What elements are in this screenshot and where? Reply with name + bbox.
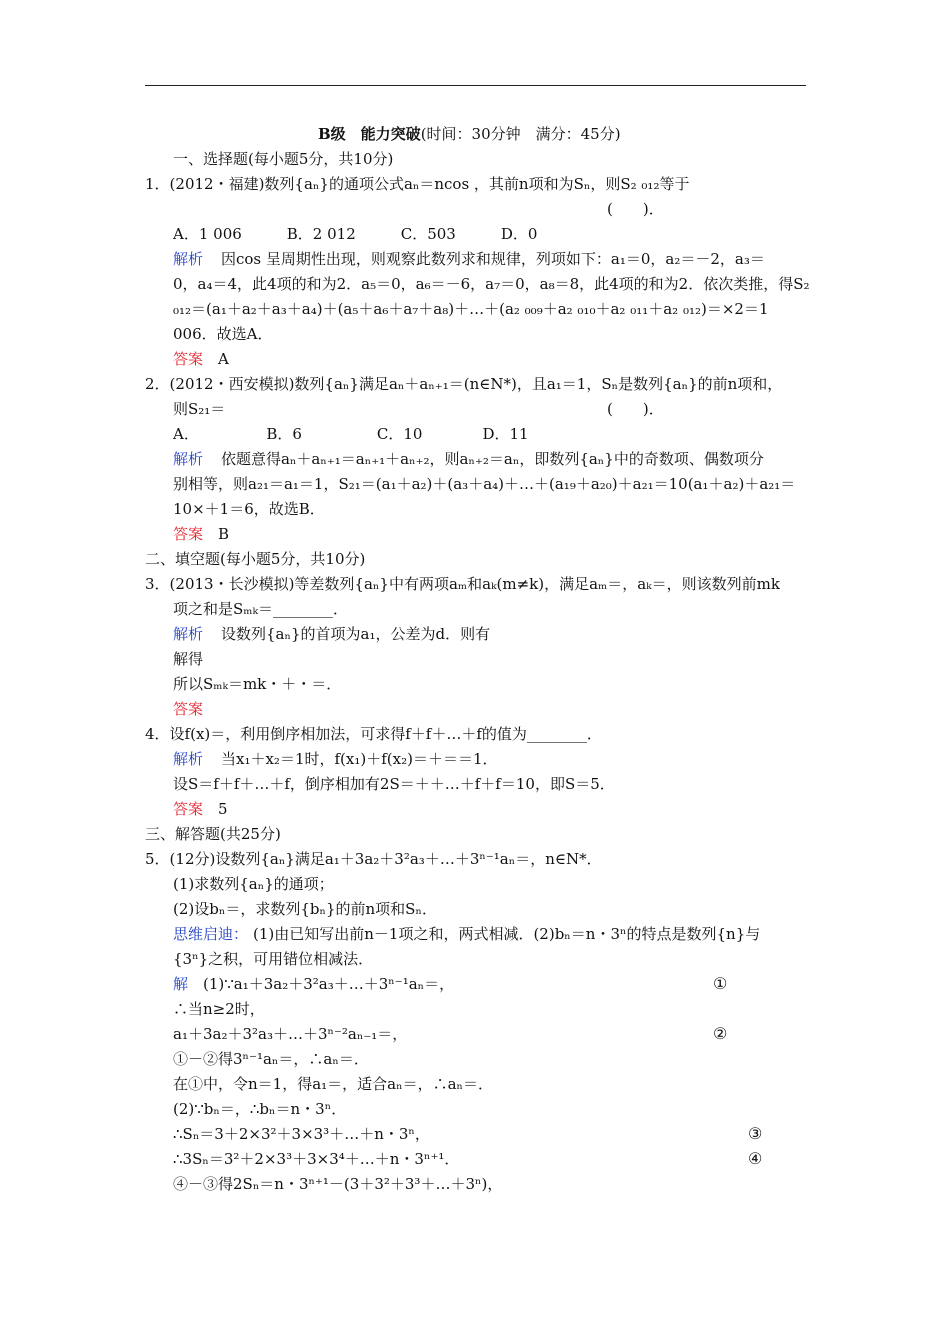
text-line: ④－③得2Sₙ＝n・3ⁿ⁺¹－(3＋3²＋3³＋…＋3ⁿ)， bbox=[173, 1175, 503, 1193]
text-line: ∴Sₙ＝3＋2×3²＋3×3³＋…＋n・3ⁿ， bbox=[173, 1125, 430, 1143]
text-line: 1．(2012・福建)数列{aₙ}的通项公式aₙ＝ncos ，其前n项和为Sₙ，则S₂ ₀₁₂等于 bbox=[145, 175, 690, 193]
label-hint: 思维启迪： bbox=[173, 925, 249, 943]
text-line: 别相等，则a₂₁＝a₁＝1，S₂₁＝(a₁＋a₂)＋(a₃＋a₄)＋…＋(a₁₉＋a₂₀)＋a₂₁＝10(a₁＋a₂)＋a₂₁＝ bbox=[173, 475, 796, 493]
text-line: 2．(2012・西安模拟)数列{aₙ}满足aₙ＋aₙ₊₁＝(n∈N*)，且a₁＝1，Sₙ是数列{aₙ}的前n项和， bbox=[145, 375, 783, 393]
text-line: ①－②得3ⁿ⁻¹aₙ＝，∴aₙ＝． bbox=[173, 1050, 369, 1068]
label-answer: 答案 bbox=[173, 800, 204, 818]
text-line: 则S₂₁＝ bbox=[173, 400, 226, 418]
text-line: 当x₁＋x₂＝1时，f(x₁)＋f(x₂)＝＋＝＝1． bbox=[221, 750, 498, 768]
title-meta: (时间：30分钟 满分：45分) bbox=[420, 125, 621, 143]
text-line: ₀₁₂＝(a₁＋a₂＋a₃＋a₄)＋(a₅＋a₆＋a₇＋a₈)＋…＋(a₂ ₀₀₉＋a₂ ₀₁₀＋a₂ ₀₁₁＋a₂ ₀₁₂)＝×2＝1 bbox=[173, 300, 769, 318]
equation-mark: ① bbox=[713, 974, 728, 993]
text-line: 设数列{aₙ}的首项为a₁，公差为d．则有 bbox=[221, 625, 491, 643]
text-line: A．1 006 B．2 012 C．503 D．0 bbox=[173, 225, 538, 243]
text-line: 006．故选A． bbox=[173, 325, 273, 343]
text-line: (2)∵bₙ＝，∴bₙ＝n・3ⁿ． bbox=[173, 1100, 347, 1118]
text-line: ∴3Sₙ＝3²＋2×3³＋3×3⁴＋…＋n・3ⁿ⁺¹． bbox=[173, 1150, 460, 1168]
label-answer: 答案 bbox=[173, 525, 204, 543]
text-line: a₁＋3a₂＋3²a₃＋…＋3ⁿ⁻²aₙ₋₁＝， bbox=[173, 1025, 408, 1043]
text-line: (1)求数列{aₙ}的通项； bbox=[173, 875, 334, 893]
text-line: 10×＋1＝6，故选B． bbox=[173, 500, 325, 518]
text-line: A． B．6 C．10 D．11 bbox=[173, 425, 529, 443]
text-line: A bbox=[218, 350, 229, 368]
text-line: 3．(2013・长沙模拟)等差数列{aₙ}中有两项aₘ和aₖ(m≠k)，满足aₘ＝，aₖ＝，则该数列前mk bbox=[145, 575, 780, 593]
label-solution: 解 bbox=[173, 975, 189, 993]
text-line: 依题意得aₙ＋aₙ₊₁＝aₙ₊₁＋aₙ₊₂，则aₙ₊₂＝aₙ，即数列{aₙ}中的奇数项、偶数项分 bbox=[221, 450, 764, 468]
text-line: (2)设bₙ＝，求数列{bₙ}的前n项和Sₙ． bbox=[173, 900, 437, 918]
text-line: 三、解答题(共25分) bbox=[145, 825, 281, 843]
text-line: 在①中，令n＝1，得a₁＝，适合aₙ＝，∴aₙ＝． bbox=[173, 1075, 494, 1093]
equation-mark: ③ bbox=[748, 1124, 763, 1143]
text-line: (1)∵a₁＋3a₂＋3²a₃＋…＋3ⁿ⁻¹aₙ＝， bbox=[203, 975, 455, 993]
label-analysis: 解析 bbox=[173, 250, 204, 268]
label-answer: 答案 bbox=[173, 350, 204, 368]
text-line: 4．设f(x)＝，利用倒序相加法，可求得f＋f＋…＋f的值为________． bbox=[145, 725, 602, 743]
text-line: ( )． bbox=[607, 200, 664, 218]
text-line: 所以Sₘₖ＝mk・＋・＝． bbox=[173, 675, 342, 693]
text-line: ∴当n≥2时， bbox=[173, 1000, 265, 1018]
equation-mark: ② bbox=[713, 1024, 728, 1043]
text-line: B bbox=[218, 525, 230, 543]
label-answer: 答案 bbox=[173, 700, 204, 718]
text-line: 一、选择题(每小题5分，共10分) bbox=[173, 150, 394, 168]
text-line: 二、填空题(每小题5分，共10分) bbox=[145, 550, 366, 568]
title-level: B级 能力突破 bbox=[318, 125, 421, 143]
equation-mark: ④ bbox=[748, 1149, 763, 1168]
label-analysis: 解析 bbox=[173, 625, 204, 643]
text-line: 因cos 呈周期性出现，则观察此数列求和规律，列项如下：a₁＝0，a₂＝－2，a₃＝ bbox=[221, 250, 765, 268]
section-title bbox=[318, 124, 621, 144]
label-analysis: 解析 bbox=[173, 750, 204, 768]
text-line: (1)由已知写出前n－1项之和，两式相减．(2)bₙ＝n・3ⁿ的特点是数列{n}与 bbox=[253, 925, 761, 943]
text-line: 设S＝f＋f＋…＋f，倒序相加有2S＝＋＋…＋f＋f＝10，即S＝5． bbox=[173, 775, 615, 793]
text-line: 解得 bbox=[173, 650, 204, 668]
text-line: ( )． bbox=[607, 400, 664, 418]
top-rule bbox=[145, 85, 806, 86]
text-line: 5．(12分)设数列{aₙ}满足a₁＋3a₂＋3²a₃＋…＋3ⁿ⁻¹aₙ＝，n∈N*． bbox=[145, 850, 602, 868]
label-analysis: 解析 bbox=[173, 450, 204, 468]
text-line: {3ⁿ}之积，可用错位相减法． bbox=[173, 950, 374, 968]
text-line: 项之和是Sₘₖ＝________． bbox=[173, 600, 348, 618]
text-line: 5 bbox=[218, 800, 228, 818]
text-line: 0，a₄＝4，此4项的和为2．a₅＝0，a₆＝－6，a₇＝0，a₈＝8，此4项的和为2．依次类推，得S₂ bbox=[173, 275, 810, 293]
